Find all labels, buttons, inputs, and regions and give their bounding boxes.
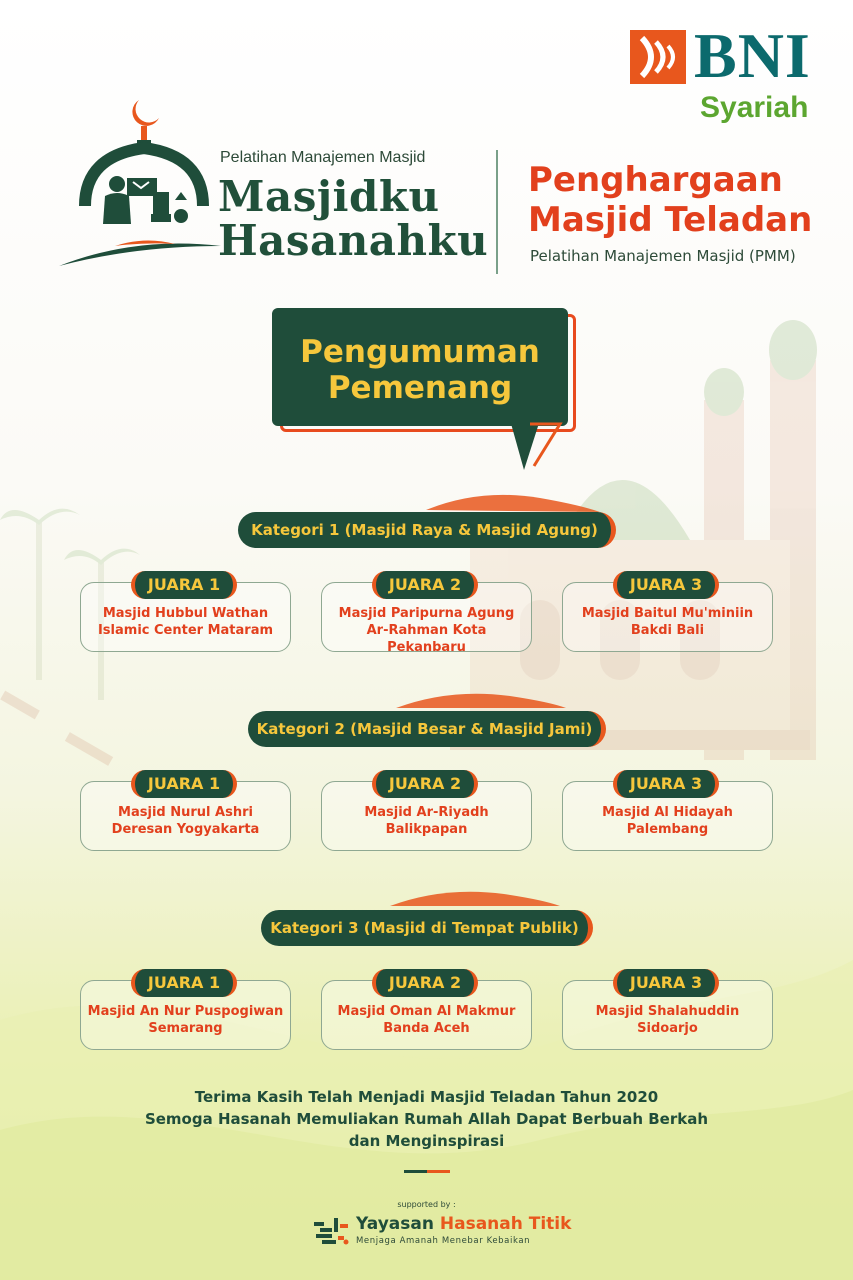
announcement-line2: Pemenang (327, 370, 513, 406)
logo-tagline: Pelatihan Manajemen Masjid (220, 149, 426, 166)
closing-line1: Terima Kasih Telah Menjadi Masjid Teladan Tahun 2020 (194, 1088, 659, 1106)
supported-by-label: supported by : (397, 1200, 456, 1209)
juara-badge: JUARA 1 (131, 969, 237, 997)
announcement-heading (272, 334, 568, 406)
award-title (528, 160, 812, 240)
closing-message (0, 1086, 853, 1152)
juara-badge: JUARA 3 (613, 571, 719, 599)
winner-name: Masjid Nurul Ashri Deresan Yogyakarta (111, 805, 260, 837)
winner-name: Masjid Baitul Mu'miniin Bakdi Bali (581, 606, 754, 638)
bni-brand: BNI (694, 20, 811, 91)
category-1-label: Kategori 1 (Masjid Raya & Masjid Agung) (238, 512, 616, 548)
juara-badge: JUARA 1 (131, 770, 237, 798)
winner-name: Masjid Paripurna Agung Ar-Rahman Kota Pekanbaru (338, 606, 515, 655)
bni-brand-sub: Syariah (700, 91, 809, 124)
announcement-line1: Pengumuman (300, 334, 540, 370)
logo-divider (496, 150, 498, 274)
juara-badge: JUARA 3 (613, 770, 719, 798)
closing-line2: Semoga Hasanah Memuliakan Rumah Allah Dapat Berbuah Berkah (144, 1110, 709, 1128)
logo-title-line2: Hasanahku (218, 216, 489, 265)
award-title-line2: Masjid Teladan (528, 200, 813, 240)
juara-badge: JUARA 3 (613, 969, 719, 997)
yayasan-name (356, 1214, 571, 1234)
logo-title-line1: Masjidku (218, 172, 440, 221)
yayasan-tagline: Menjaga Amanah Menebar Kebaikan (356, 1236, 531, 1246)
juara-badge: JUARA 2 (372, 969, 478, 997)
winner-name: Masjid Oman Al Makmur Banda Aceh (337, 1004, 516, 1036)
yayasan-logo-icon (312, 1214, 350, 1250)
winner-name: Masjid Hubbul Wathan Islamic Center Mataram (97, 606, 274, 638)
category-2-label: Kategori 2 (Masjid Besar & Masjid Jami) (248, 711, 606, 747)
winner-name: Masjid Al Hidayah Palembang (602, 805, 733, 837)
winner-name: Masjid Ar-Riyadh Balikpapan (364, 805, 489, 837)
award-title-line1: Penghargaan (528, 160, 783, 200)
juara-badge: JUARA 2 (372, 571, 478, 599)
juara-badge: JUARA 1 (131, 571, 237, 599)
closing-line3: dan Menginspirasi (348, 1132, 505, 1150)
footer-divider (404, 1170, 450, 1173)
winner-name: Masjid An Nur Puspogiwan Semarang (87, 1004, 284, 1036)
winner-name: Masjid Shalahuddin Sidoarjo (595, 1004, 740, 1036)
masjidku-logo-icon (55, 96, 225, 274)
category-3-label: Kategori 3 (Masjid di Tempat Publik) (261, 910, 593, 946)
yayasan-name-part1: Yayasan (356, 1214, 434, 1234)
juara-badge: JUARA 2 (372, 770, 478, 798)
award-subtitle: Pelatihan Manajemen Masjid (PMM) (530, 247, 796, 265)
bubble-tail (500, 420, 570, 472)
bni-logo-icon (630, 30, 686, 84)
yayasan-name-part2: Hasanah Titik (439, 1214, 572, 1234)
